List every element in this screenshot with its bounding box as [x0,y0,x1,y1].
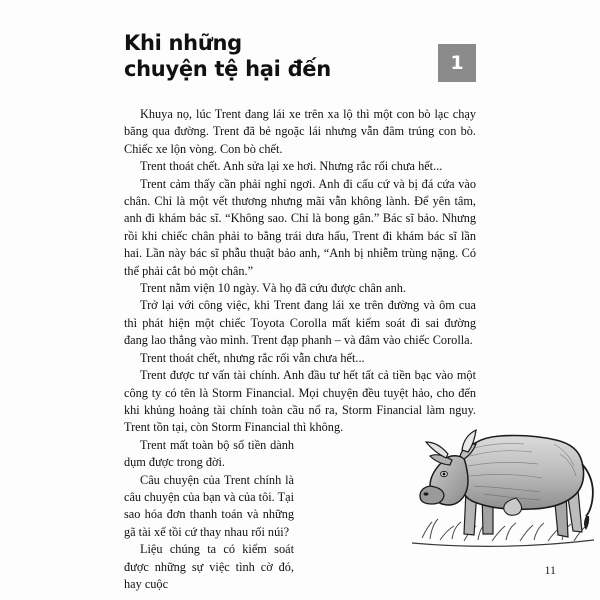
page-number: 11 [544,563,556,577]
paragraph: Khuya nọ, lúc Trent đang lái xe trên xa lộ thì một con bò lạc chạy băng qua đường. Trent đã bẻ ngoặc lái nhưng vẫn đâm trúng con bò. Chiếc xe lộn vòng. Con bò chết. [124,107,476,156]
paragraph: Trent cảm thấy cần phải nghỉ ngơi. Anh đi cấu cứ và bị đá cứa vào chân. Chỉ là một vết thương nhưng mãi vẫn không lành. Để yên tâm, anh đi khám bác sĩ. “Không sao. Chỉ là bong gân.” Bác sĩ bảo. Nhưng rồi khi chiếc chân phải to bằng trái dưa hấu, Trent đi khám bác sĩ lần hai. Lần này bác sĩ phẫu thuật bảo anh, “Anh bị nhiễm trùng nặng. Có thể phải cắt bỏ một chân.” [124,176,476,278]
chapter-title-line-1: Khi những [124,31,242,55]
page-content [124,28,476,593]
body-text [124,106,476,593]
paragraph: Câu chuyện của Trent chính là câu chuyện của bạn và của tôi. Tại sao hóa đơn thanh toán và những gã tài xế tồi cứ thay nhau rối núi? [124,472,294,539]
paragraph: Trent thoát chết, nhưng rắc rối vẫn chưa hết... [140,350,365,365]
paragraph: Trent thoát chết. Anh sửa lại xe hơi. Nhưng rắc rối chưa hết... [140,159,443,174]
illustration-wrap-spacer [294,439,476,587]
paragraph: Trent mất toàn bộ số tiền dành dụm được trong đời. [124,437,294,470]
chapter-title [124,28,374,82]
chapter-number-badge: 1 [438,44,476,82]
chapter-header [124,28,476,92]
paragraph: Trở lại với công việc, khi Trent đang lái xe trên đường và ôm cua thì phát hiện một chiếc Toyota Corolla mất kiểm soát đi sai đường đang lao thẳng vào mình. Trent đạp phanh – và đâm vào chiếc Corolla. [124,298,476,348]
paragraph: Liệu chúng ta có kiểm soát được những sự việc tình cờ đó, hay cuộc [124,542,294,591]
paragraph: Trent được tư vấn tài chính. Anh đầu tư hết tất cả tiền bạc vào một công ty có tên là Storm Financial. Mọi chuyện đều tuyệt hảo, cho đến khi khủng hoảng tài chính toàn cầu nổ ra, Storm Financial làm nguy. Trent tồn tại, còn Storm Financial thì không. [124,368,476,435]
paragraph: Trent nằm viện 10 ngày. Và họ đã cứu được chân anh. [140,281,406,296]
chapter-title-line-2: chuyện tệ hại đến [124,57,331,81]
